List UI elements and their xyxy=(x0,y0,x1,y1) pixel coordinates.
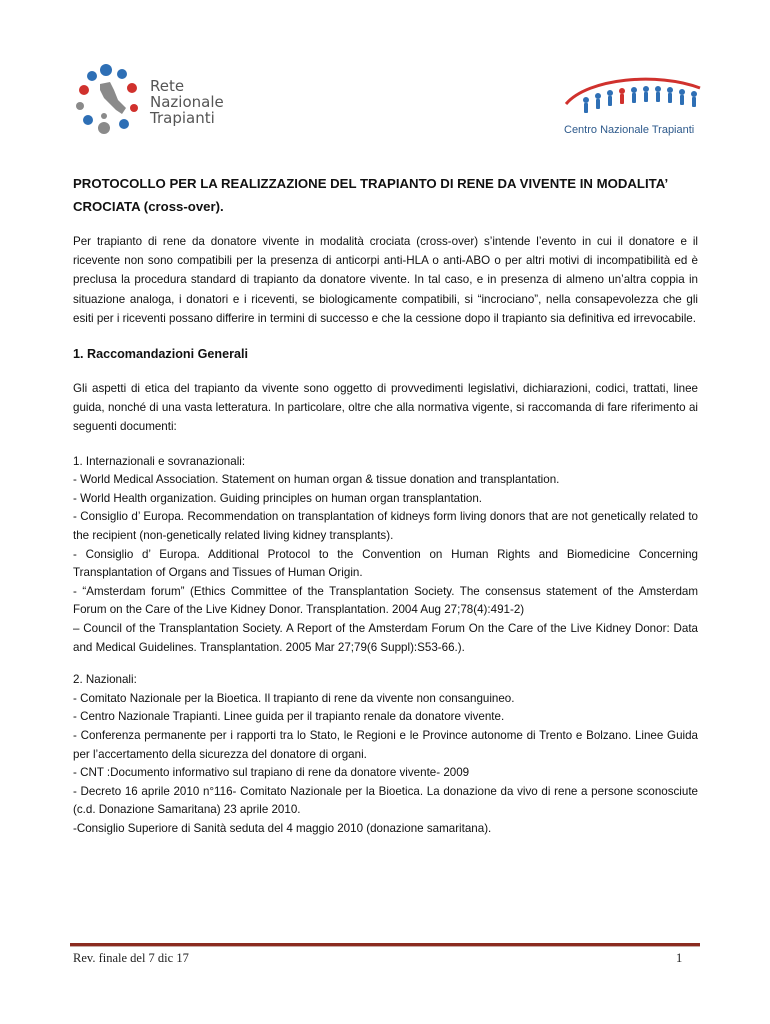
centro-nazionale-trapianti-logo xyxy=(558,74,708,142)
footer-divider xyxy=(70,943,700,947)
page-number: 1 xyxy=(676,951,683,965)
people-chain-logo-icon xyxy=(558,74,708,124)
list-item: - Conferenza permanente per i rapporti tra lo Stato, le Regioni e le Province autonome di Trento e Bolzano. Linee Guida per l’accertamento della sicurezza del donatore di organi. xyxy=(73,728,698,761)
section-paragraph: Gli aspetti di etica del trapianto da vivente sono oggetto di provvedimenti legislativi, dichiarazioni, codici, trattati, linee guida, nonché di una vasta letteratura. In particolare, oltre che alla normativa vigente, si raccomanda di fare riferimento ai seguenti documenti: xyxy=(73,382,698,434)
international-references xyxy=(73,453,698,658)
list-item: - Consiglio d’ Europa. Additional Protocol to the Convention on Human Rights and Biomedicine Concerning Transplantation of Organs and Tissues of Human Origin. xyxy=(73,547,698,580)
logo-right-text: Centro Nazionale Trapianti xyxy=(564,124,695,136)
list-item: - Centro Nazionale Trapianti. Linee guida per il trapianto renale da donatore vivente. xyxy=(73,710,505,724)
logo-left-line: Rete xyxy=(150,77,185,95)
logo-left-line: Nazionale xyxy=(150,93,224,111)
list-item: - World Medical Association. Statement on human organ & tissue donation and transplantation. xyxy=(73,473,560,487)
list-item: - Consiglio d’ Europa. Recommendation on transplantation of kidneys form living donors that are not genetically related to the recipient (non-genetically related living kidney transplants). xyxy=(73,510,698,542)
logo-left-text xyxy=(150,78,250,126)
list-item: - Decreto 16 aprile 2010 n°116- Comitato Nazionale per la Bioetica. La donazione da vivo di rene a persone sconosciute (c.d. Donazione Samaritana) 23 aprile 2010. xyxy=(73,784,698,817)
revision-label: Rev. finale del 7 dic 17 xyxy=(73,951,189,965)
list-item: - CNT :Documento informativo sul trapiano di rene da donatore vivente- 2009 xyxy=(73,766,470,780)
list-item: -Consiglio Superiore di Sanità seduta del 4 maggio 2010 (donazione samaritana). xyxy=(73,821,492,835)
list-heading: 1. Internazionali e sovranazionali: xyxy=(73,454,246,468)
list-item: - World Health organization. Guiding principles on human organ transplantation. xyxy=(73,491,483,505)
list-item: - Comitato Nazionale per la Bioetica. Il trapianto di rene da vivente non consanguineo. xyxy=(73,691,515,705)
intro-paragraph: Per trapianto di rene da donatore vivente in modalità crociata (cross-over) s’intende l’evento in cui il donatore e il ricevente non sono compatibili per la presenza di anticorpi anti-HLA o anti-ABO o per altri motivi di incompatibilità ed è preclusa la procedura standard di trapianto da donatore vivente. In tal caso, e in presenza di almeno un’altra coppia in situazione analoga, i donatori e i riceventi, se biologicamente compatibili, si “incrociano”, nella consapevolezza che gli esiti per i riceventi possano differire in termini di successo e che la cessione dopo il trapianto sia definitiva ed irrevocabile. xyxy=(73,235,698,325)
list-item: - “Amsterdam forum” (Ethics Committee of the Transplantation Society. The consensus statement of the Amsterdam Forum on the Care of the Live Kidney Donor. Transplantation. 2004 Aug 27;78(4):491-2) xyxy=(73,584,698,617)
italy-network-logo-icon xyxy=(70,60,148,140)
section-heading: 1. Raccomandazioni Generali xyxy=(73,347,248,362)
document-title: PROTOCOLLO PER LA REALIZZAZIONE DEL TRAPIANTO DI RENE DA VIVENTE IN MODALITA’ CROCIATA (cross-over). xyxy=(73,176,668,214)
document-body xyxy=(73,172,698,853)
logo-left-line: Trapianti xyxy=(150,109,215,127)
list-heading: 2. Nazionali: xyxy=(73,673,137,687)
national-references xyxy=(73,671,698,838)
list-item: – Council of the Transplantation Society. A Report of the Amsterdam Forum On the Care of the Live Kidney Donor: Data and Medical Guidelines. Transplantation. 2005 Mar 27;79(6 Suppl):S53-66.). xyxy=(73,621,698,654)
rete-nazionale-trapianti-logo xyxy=(70,60,240,140)
